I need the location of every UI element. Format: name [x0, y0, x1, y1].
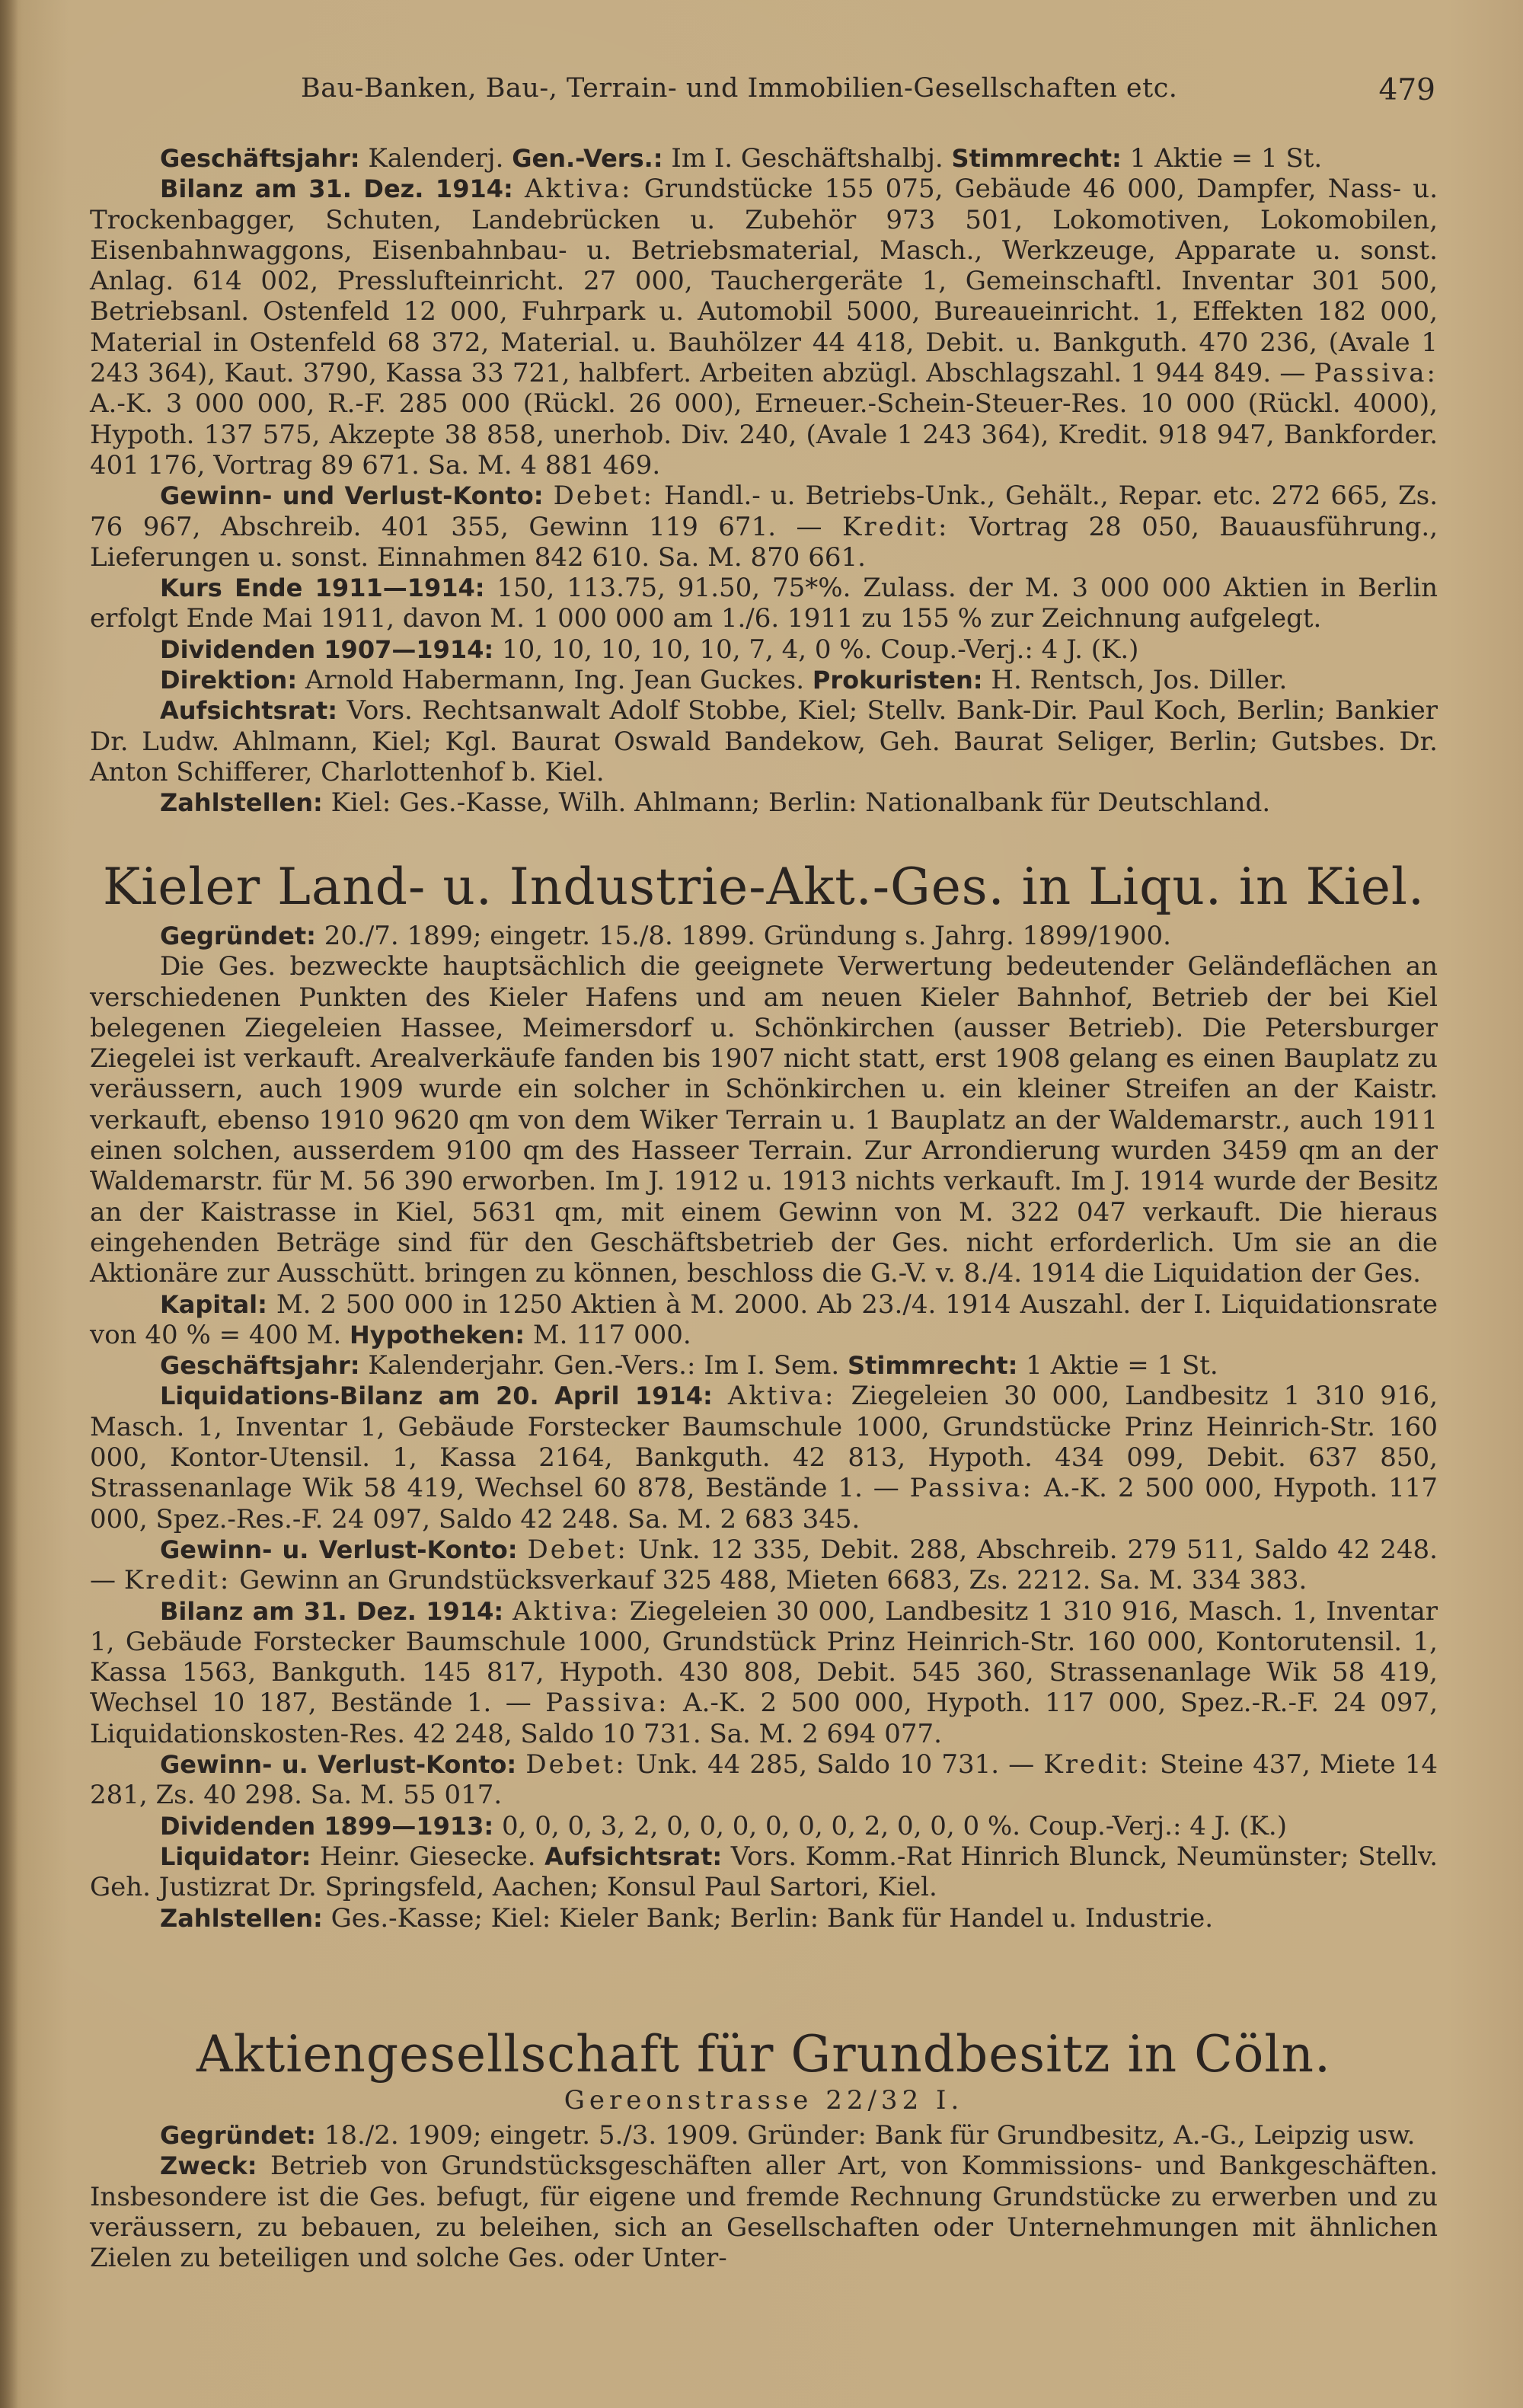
paragraph-gewinn-verlust: Gewinn- und Verlust-Konto: Debet: Handl.- u. Betriebs-Unk., Gehält., Repar. etc. 272 665, Zs. 76 967, Abschreib. 401 355, Gewinn 119 671. — Kredit: Vortrag 28 050, Bauausführung., Lieferungen u. sonst. Einnahmen 842 610. Sa. M. 870 661.	[90, 481, 1438, 573]
paragraph-gewinn-verlust-2: Gewinn- u. Verlust-Konto: Debet: Unk. 44 285, Saldo 10 731. — Kredit: Steine 437, Miete 14 281, Zs. 40 298. Sa. M. 55 017.	[90, 1749, 1438, 1811]
paragraph-bilanz: Bilanz am 31. Dez. 1914: Aktiva: Ziegeleien 30 000, Landbesitz 1 310 916, Masch. 1, Inventar 1, Gebäude Forstecker Baumschule 1000, Grundstück Prinz Heinrich-Str. 160 000, Kontorutensil. 1, Kassa 1563, Bankguth. 145 817, Hypoth. 430 808, Debit. 545 360, Strassenanlage Wik 58 419, Wechsel 10 187, Bestände 1. — Passiva: A.-K. 2 500 000, Hypoth. 117 000, Spez.-R.-F. 24 097, Liquidationskosten-Res. 42 248, Saldo 10 731. Sa. M. 2 694 077.	[90, 1595, 1438, 1749]
paragraph-zweck: Zweck: Betrieb von Grundstücksgeschäften aller Art, von Kommissions- und Bankgeschäften. Insbesondere ist die Ges. befugt, für eigene und fremde Rechnung Grundstücke zu erwerben und zu veräussern, zu bebauen, zu beleihen, sich an Gesellschaften oder Unternehmungen mit ähnlichen Zielen zu beteiligen und solche Ges. oder Unter-	[90, 2151, 1438, 2274]
paragraph-dividenden: Dividenden 1907—1914: 10, 10, 10, 10, 10, 7, 4, 0 %. Coup.-Verj.: 4 J. (K.)	[160, 634, 1139, 665]
paragraph-kurs: Kurs Ende 1911—1914: 150, 113.75, 91.50, 75*%. Zulass. der M. 3 000 000 Aktien in Berlin erfolgt Ende Mai 1911, davon M. 1 000 000 am 1./6. 1911 zu 155 % zur Zeichnung aufgelegt.	[90, 573, 1438, 634]
paragraph-bilanz: Bilanz am 31. Dez. 1914: Aktiva: Grundstücke 155 075, Gebäude 46 000, Dampfer, Nass- u. Trockenbagger, Schuten, Landebrücken u. Zubehör 973 501, Lokomotiven, Lokomobilen, Eisenbahnwaggons, Eisenbahnbau- u. Betriebsmaterial, Masch., Werkzeuge, Apparate u. sonst. Anlag. 614 002, Presslufteinricht. 27 000, Tauchergeräte 1, Gemeinschaftl. Inventar 301 500, Betriebsanl. Ostenfeld 12 000, Fuhrpark u. Automobil 5000, Bureaueinricht. 1, Effekten 182 000, Material in Ostenfeld 68 372, Material. u. Bauhölzer 44 418, Debit. u. Bankguth. 470 236, (Avale 1 243 364), Kaut. 3790, Kassa 33 721, halbfert. Arbeiten abzügl. Abschlagszahl. 1 944 849. — Passiva: A.-K. 3 000 000, R.-F. 285 000 (Rückl. 26 000), Erneuer.-Schein-Steuer-Res. 10 000 (Rückl. 4000), Hypoth. 137 575, Akzepte 38 858, unerhob. Div. 240, (Avale 1 243 364), Kredit. 918 947, Bankforder. 401 176, Vortrag 89 671. Sa. M. 4 881 469.	[90, 174, 1438, 481]
company-title: Kieler Land- u. Industrie-Akt.-Ges. in Liqu. in Kiel.	[102, 857, 1426, 916]
section-grundbesitz-coeln	[90, 2024, 1438, 2273]
paragraph-gegruendet: Gegründet: 18./2. 1909; eingetr. 5./3. 1909. Gründer: Bank für Grundbesitz, A.-G., Leipzig usw.	[160, 2120, 1416, 2151]
paragraph-geschaeftsjahr: Geschäftsjahr: Kalenderjahr. Gen.-Vers.: Im I. Sem. Stimmrecht: 1 Aktie = 1 St.	[160, 1350, 1218, 1381]
paragraph-description: Die Ges. bezweckte hauptsächlich die geeignete Verwertung bedeutender Geländeflächen an verschiedenen Punkten des Kieler Hafens und am neuen Kieler Bahnhof, Betrieb der bei Kiel belegenen Ziegeleien Hassee, Meimersdorf u. Schönkirchen (ausser Betrieb). Die Petersburger Ziegelei ist verkauft. Arealverkäufe fanden bis 1907 nicht statt, erst 1908 gelang es einen Bauplatz zu veräussern, auch 1909 wurde ein solcher in Schönkirchen u. ein kleiner Streifen an der Kaistr. verkauft, ebenso 1910 9620 qm von dem Wiker Terrain u. 1 Bauplatz an der Waldemarstr., auch 1911 einen solchen, ausserdem 9100 qm des Hasseer Terrain. Zur Arrondierung wurden 3459 qm an der Waldemarstr. für M. 56 390 erworben. Im J. 1912 u. 1913 nichts verkauft. Im J. 1914 wurde der Besitz an der Kaistrasse in Kiel, 5631 qm, mit einem Gewinn von M. 322 047 verkauft. Die hieraus eingehenden Beträge sind für den Geschäftsbetrieb der Ges. nicht erforderlich. Um sie an die Aktionäre zur Ausschütt. bringen zu können, beschloss die G.-V. v. 8./4. 1914 die Liquidation der Ges.	[90, 951, 1438, 1289]
paragraph-dividenden: Dividenden 1899—1913: 0, 0, 0, 3, 2, 0, 0, 0, 0, 0, 0, 2, 0, 0, 0 %. Coup.-Verj.: 4 J. (K.)	[160, 1810, 1288, 1841]
paragraph-kapital: Kapital: M. 2 500 000 in 1250 Aktien à M. 2000. Ab 23./4. 1914 Auszahl. der I. Liquidationsrate von 40 % = 400 M. Hypotheken: M. 117 000.	[90, 1289, 1438, 1350]
paragraph-zahlstellen: Zahlstellen: Kiel: Ges.-Kasse, Wilh. Ahlmann; Berlin: Nationalbank für Deutschland.	[160, 787, 1271, 819]
paragraph-aufsichtsrat: Aufsichtsrat: Vors. Rechtsanwalt Adolf Stobbe, Kiel; Stellv. Bank-Dir. Paul Koch, Berlin; Bankier Dr. Ludw. Ahlmann, Kiel; Kgl. Baurat Oswald Bandekow, Geh. Baurat Seliger, Berlin; Gutsbes. Dr. Anton Schifferer, Charlottenhof b. Kiel.	[90, 695, 1438, 787]
company-title: Aktiengesellschaft für Grundbesitz in Cöln.	[196, 2025, 1331, 2084]
paragraph-geschaeftsjahr: Geschäftsjahr: Kalenderj. Gen.-Vers.: Im I. Geschäftshalbj. Stimmrecht: 1 Aktie = 1 St.	[160, 143, 1323, 174]
paragraph-zahlstellen: Zahlstellen: Ges.-Kasse; Kiel: Kieler Bank; Berlin: Bank für Handel u. Industrie.	[160, 1902, 1214, 1934]
paragraph-direktion: Direktion: Arnold Habermann, Ing. Jean Guckes. Prokuristen: H. Rentsch, Jos. Diller.	[160, 665, 1288, 696]
running-header	[301, 73, 1435, 116]
paragraph-gewinn-verlust-1: Gewinn- u. Verlust-Konto: Debet: Unk. 12 335, Debit. 288, Abschreib. 279 511, Saldo 42 248. — Kredit: Gewinn an Grundstücksverkauf 325 488, Mieten 6683, Zs. 2212. Sa. M. 334 383.	[90, 1534, 1438, 1596]
section-continuation	[90, 143, 1438, 819]
company-address: Gereonstrasse 22/32 I.	[564, 2085, 964, 2116]
paragraph-liquidations-bilanz: Liquidations-Bilanz am 20. April 1914: Aktiva: Ziegeleien 30 000, Landbesitz 1 310 916, Masch. 1, Inventar 1, Gebäude Forstecker Baumschule 1000, Grundstücke Prinz Heinrich-Str. 160 000, Kontor-Utensil. 1, Kassa 2164, Bankguth. 42 813, Hypoth. 434 099, Debit. 637 850, Strassenanlage Wik 58 419, Wechsel 60 878, Bestände 1. — Passiva: A.-K. 2 500 000, Hypoth. 117 000, Spez.-Res.-F. 24 097, Saldo 42 248. Sa. M. 2 683 345.	[90, 1381, 1438, 1535]
paragraph-gegruendet: Gegründet: 20./7. 1899; eingetr. 15./8. 1899. Gründung s. Jahrg. 1899/1900.	[160, 921, 1171, 951]
section-body	[90, 2120, 1438, 2273]
paragraph-liquidator: Liquidator: Heinr. Giesecke. Aufsichtsrat: Vors. Komm.-Rat Hinrich Blunck, Neumünster; Stellv. Geh. Justizrat Dr. Springsfeld, Aachen; Konsul Paul Sartori, Kiel.	[90, 1841, 1438, 1903]
section-kieler-land	[90, 857, 1438, 1934]
page-number: 479	[1378, 73, 1435, 107]
header-title: Bau-Banken, Bau-, Terrain- und Immobilien-Gesellschaften etc.	[301, 73, 1178, 104]
section-body	[90, 921, 1438, 1934]
page-crease	[0, 0, 18, 2408]
